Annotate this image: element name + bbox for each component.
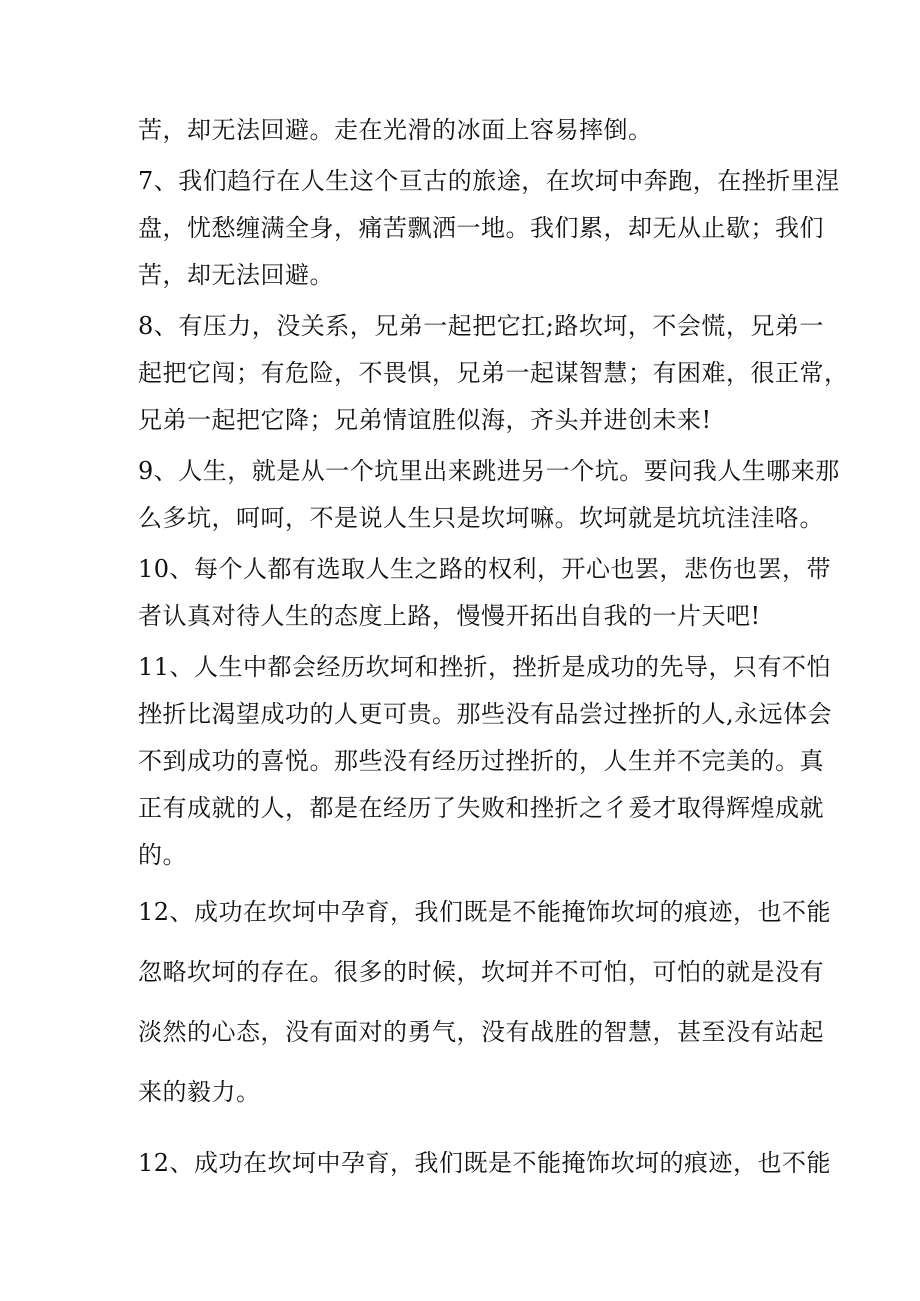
text-line: 正有成就的人，都是在经历了失败和挫折之彳爰才取得辉煌成就 <box>138 794 824 822</box>
text-line: 9、人生，就是从一个坑里出来跳进另一个坑。要问我人生哪来那 <box>138 457 840 485</box>
text-line: 来的毅力。 <box>138 1078 261 1106</box>
text-line: 兄弟一起把它降；兄弟情谊胜似海，齐头并进创未来! <box>138 406 712 434</box>
text-line: 淡然的心态，没有面对的勇气，没有战胜的智慧，甚至没有站起 <box>138 1018 824 1046</box>
text-line: 挫折比渴望成功的人更可贵。那些没有品尝过挫折的人,永远体会 <box>138 700 833 728</box>
text-line: 10、每个人都有选取人生之路的权利，开心也罢，悲伤也罢，带 <box>138 555 832 583</box>
text-line: 盘，忧愁缠满全身，痛苦飘洒一地。我们累，却无从止歇；我们 <box>138 214 824 242</box>
text-line: 12、成功在坎坷中孕育，我们既是不能掩饰坎坷的痕迹，也不能 <box>138 898 832 926</box>
text-line: 苦，却无法回避。走在光滑的冰面上容易摔倒。 <box>138 116 653 144</box>
text-line: 11、人生中都会经历坎坷和挫折，挫折是成功的先导，只有不怕 <box>138 653 832 681</box>
text-line: 8、有压力，没关系，兄弟一起把它扛;路坎坷，不会慌，兄弟一 <box>138 312 824 340</box>
text-line: 不到成功的喜悦。那些没有经历过挫折的，人生并不完美的。真 <box>138 747 824 775</box>
text-line: 苦，却无法回避。 <box>138 261 334 289</box>
text-line: 者认真对待人生的态度上路，慢慢开拓出自我的一片天吧! <box>138 602 761 630</box>
text-line: 的。 <box>138 841 187 869</box>
text-line: 12、成功在坎坷中孕育，我们既是不能掩饰坎坷的痕迹，也不能 <box>138 1149 832 1177</box>
text-line: 7、我们趋行在人生这个亘古的旅途，在坎坷中奔跑，在挫折里涅 <box>138 167 840 195</box>
text-line: 忽略坎坷的存在。很多的时候，坎坷并不可怕，可怕的就是没有 <box>138 958 824 986</box>
text-line: 起把它闯；有危险，不畏惧，兄弟一起谋智慧；有困难，很正常， <box>138 359 849 387</box>
text-line: 么多坑，呵呵，不是说人生只是坎坷嘛。坎坷就是坑坑洼洼咯。 <box>138 504 824 532</box>
